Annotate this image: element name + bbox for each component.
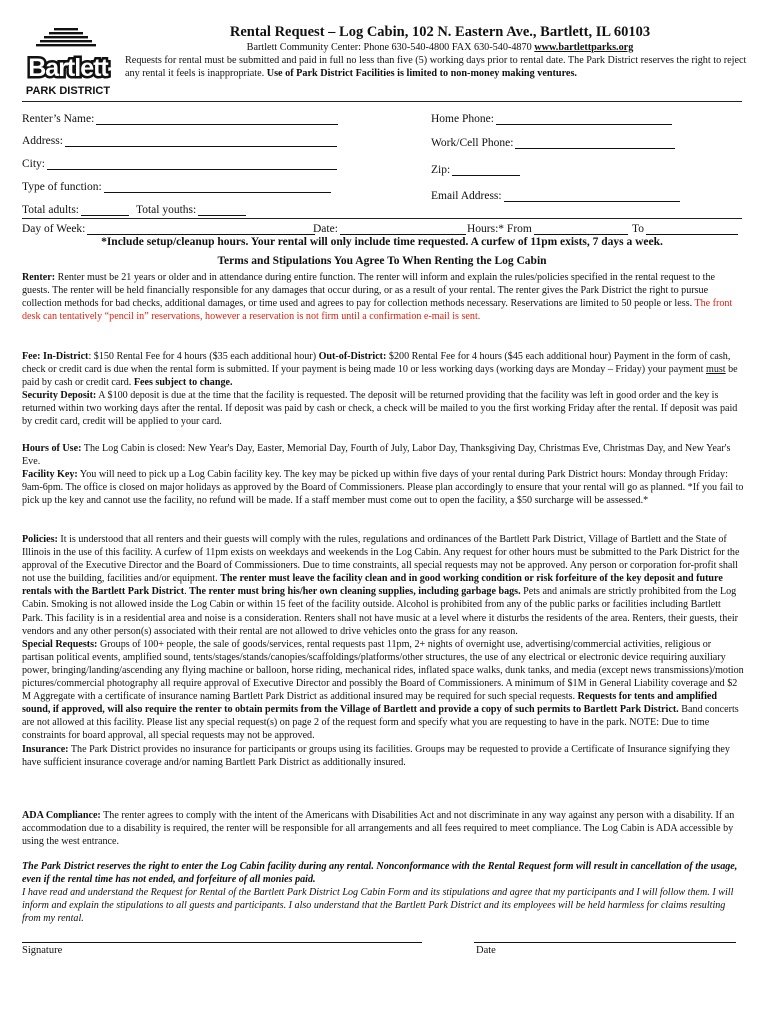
- svg-text:Bartlett: Bartlett: [28, 54, 108, 82]
- security-deposit-section: Security Deposit: A $100 deposit is due at the time that the facility is requested. The deposit will be returned providing that the facility was left in good order and the key is returned within two working days after the rental. If deposit was paid by cash or check, a check will be mailed to you the first working Friday after the rental. If deposit was paid by credit card, credit will be applied to your card.: [22, 390, 738, 428]
- date-field[interactable]: Date:: [313, 221, 466, 235]
- work-phone-field[interactable]: Work/Cell Phone:: [431, 135, 675, 149]
- signature-label: Signature: [22, 945, 63, 956]
- day-of-week-field[interactable]: Day of Week:: [22, 221, 315, 235]
- pencil-in-warning: The front desk can tentatively “pencil in” reservations, however a reservation is not firm until a confirmation e-mail is sent.: [22, 298, 733, 323]
- svg-text:PARK DISTRICT: PARK DISTRICT: [25, 85, 111, 97]
- function-type-field[interactable]: Type of function:: [22, 179, 331, 193]
- zip-field[interactable]: Zip:: [431, 162, 520, 176]
- total-youths-field[interactable]: Total youths:: [136, 202, 246, 216]
- terms-heading: Terms and Stipulations You Agree To When Renting the Log Cabin: [217, 255, 547, 267]
- hours-section: Hours of Use: The Log Cabin is closed: New Year's Day, Easter, Memorial Day, Fourth of July, Labor Day, Thanksgiving Day, Christmas Eve, Christmas Day, and New Year's Eve. Facility Key: You will need to pick up a Log Cabin facility key. The key may be picked up within five days of your rental during Park District hours: Monday through Friday: 9am-6pm. The office is closed on major holidays as approved by the Board of Commissioners. Please plan accordingly to ensure that your rental will go as planned. *If you fail to pick up the key and cannot use the facility, no refund will be made. If a staff member must come out to open the facility, a $50 surcharge will be assessed.*: [22, 443, 744, 507]
- signature-line[interactable]: [22, 942, 422, 943]
- insurance-section: Insurance: The Park District provides no insurance for participants or groups using its facilities. Groups may be requested to provide a Certificate of Insurance signifying they have sufficient insurance coverage and/or naming Bartlett Park District as additionally insured.: [22, 743, 730, 768]
- fields-divider: [22, 218, 742, 219]
- policies-section: Policies: It is understood that all renters and their guests will comply with the rules, regulations and ordinances of the Bartlett Park District, Village of Bartlett and the State of Illinois in the use of this facility. A curfew of 11pm exists on weekdays and weekends in the Log Cabin. Any request for other hours must be submitted to the Park District for the approval of the Executive Director and the Board of Commissioners. Due to time constraints, all special requests may not be approved. Any person or corporation for-profit shall not use the building, facilities and/or equipment. The renter must leave the facility clean and in good working condition or risk forfeiture of the key deposit and future rentals with the Bartlett Park District. The renter must bring his/her own cleaning supplies, including garbage bags. Pets and animals are strictly prohibited from the Log Cabin. Smoking is not allowed inside the Log Cabin or within 15 feet of the facility outside. Alcohol is prohibited from any of the public parks or facilities including Bartlett Park. This facility is in a residential area and noise is a consideration. Renters shall not have music at a level where it disturbs the residents of the area. Renters, their guests, their vendors and any other person(s) associated with their rental are not allowed to drive vehicles onto the grass for any reason. Special Requests: Groups of 100+ people, the sale of goods/services, rental requests past 11pm, 2+ nights of overnight use, advertising/commercial activities, religious or partisan political events, amplified sound, tents/stages/stands/canopies/scaffoldings/platforms/other structures, the use of any electrical or electronic device requiring auxiliary power, bringing/landing/ascending any flying machine or balloon, horse riding, mechanical rides, inflated space walks, dunk tanks, and media (except news transmissions)/motion pictures/commercial photography all require approval of Executive Director and possibly the Board of Commissioners. A minimum of $1M in General Liability coverage and $2 M Aggregate with a certificate of insurance naming Bartlett Park District as additional insured may be required for such special requests. Requests for tents and amplified sound, if approved, will also require the renter to obtain permits from the Village of Bartlett and provide a copy of such permits to Bartlett Park District. Band concerts are not allowed at this facility. Please list any special request(s) on page 2 of the request form and specify what you are requesting to have in the park. NOTE: Due to time constraints for board approval, all special requests may not be approved. Insurance: The Park District provides no insurance for participants or groups using its facilities. Groups may be requested to provide a Certificate of Insurance signifying they have sufficient insurance coverage and/or naming Bartlett Park District as additionally insured.: [22, 534, 744, 768]
- header-divider: [22, 101, 742, 102]
- city-field[interactable]: City:: [22, 156, 337, 170]
- contact-info: Bartlett Community Center: Phone 630-540-4800 FAX 630-540-4870 www.bartlettparks.org: [246, 42, 634, 53]
- date-label: Date: [476, 945, 496, 956]
- form-title: Rental Request – Log Cabin, 102 N. Eastern Ave., Bartlett, IL 60103: [229, 24, 651, 40]
- facility-key-section: Facility Key: You will need to pick up a Log Cabin facility key. The key may be picked up within five days of your rental during Park District hours: Monday through Friday: 9am-6pm. The office is closed on major holidays as approved by the Board of Commissioners. Please plan accordingly to ensure that your rental will go as planned. *If you fail to pick up the key and cannot use the facility, no refund will be made. If a staff member must come out to open the facility, a $50 surcharge will be assessed.*: [22, 469, 744, 507]
- email-field[interactable]: Email Address:: [431, 188, 680, 202]
- renter-name-field[interactable]: Renter’s Name:: [22, 111, 338, 125]
- agreement-section: The Park District reserves the right to enter the Log Cabin facility during any rental. Nonconformance with the Rental Request form will result in cancellation of the usage, even if the rental time has not ended, and forfeiture of all monies paid. I have read and understand the Request for Rental of the Bartlett Park District Log Cabin Form and its stipulations and agree that my participants and I will follow them. I will inform and explain the stipulations to all guests and participants. I also understand that the Bartlett Park District and its employees will be held harmless for claims resulting from my rental.: [22, 861, 738, 925]
- hours-to-field[interactable]: To: [632, 221, 738, 235]
- address-field[interactable]: Address:: [22, 133, 337, 147]
- rental-notice: Requests for rental must be submitted and paid in full no less than five (5) working days prior to rental date. The Park District reserves the right to reject any rental it feels is inappropriate. Use of Park District Facilities is limited to non-money making ventures.: [125, 55, 747, 79]
- hours-from-field[interactable]: Hours:* From: [467, 221, 628, 235]
- special-requests-section: Special Requests: Groups of 100+ people, the sale of goods/services, rental requests past 11pm, 2+ nights of overnight use, advertising/commercial activities, religious or partisan political events, amplified sound, tents/stages/stands/canopies/scaffoldings/platforms/other structures, the use of any electrical or electronic device requiring auxiliary power, bringing/landing/ascending any flying machine or balloon, horse riding, mechanical rides, inflated space walks, dunk tanks, and media (except news transmissions)/motion pictures/commercial photography all require approval of Executive Director and possibly the Board of Commissioners. A minimum of $1M in General Liability coverage and $2 M Aggregate with a certificate of insurance naming Bartlett Park District as additional insured may be required for such special requests. Requests for tents and amplified sound, if approved, will also require the renter to obtain permits from the Village of Bartlett and provide a copy of such permits to Bartlett Park District. Band concerts are not allowed at this facility. Please list any special request(s) on page 2 of the request form and specify what you are requesting to have in the park. NOTE: Due to time constraints for board approval, all special requests may not be approved.: [22, 638, 744, 742]
- website-link[interactable]: www.bartlettparks.org: [534, 42, 634, 53]
- ada-section: ADA Compliance: The renter agrees to comply with the intent of the Americans with Disabilities Act and not discriminate in any way against any person with a disability. If an accommodation due to a disability is required, the renter will be responsible for all arrangements and all fees required to meet compliance. The Log Cabin is ADA accessible by using the west entrance.: [22, 810, 735, 848]
- bartlett-park-district-logo: [22, 26, 114, 98]
- fee-section: Fee: In-District: $150 Rental Fee for 4 hours ($35 each additional hour) Out-of-District: $200 Rental Fee for 4 hours ($45 each additional hour) Payment in the form of cash, check or credit card is due when the rental form is submitted. If your payment is being made 10 or less working days (working days are Monday – Friday) your payment must be paid by cash or credit card. Fees subject to change. Security Deposit: A $100 deposit is due at the time that the facility is requested. The deposit will be returned providing that the facility was left in good order and the key is returned within two working days after the rental. If deposit was paid by cash or check, a check will be mailed to you the first working Friday after the rental. If deposit was paid by credit card, credit will be applied to your card.: [22, 350, 744, 429]
- date-line[interactable]: [474, 942, 736, 943]
- home-phone-field[interactable]: Home Phone:: [431, 111, 672, 125]
- total-adults-field[interactable]: Total adults:: [22, 202, 129, 216]
- renter-section: Renter: Renter must be 21 years or older and in attendance during entire function. The renter will inform and explain the rules/policies specified in the rental request to the guests. The renter will be held financially responsible for any damages that occur during, or as a result of your rental. The renter gives the Park District the right to pursue collection methods for bad checks, additional damages, or time used and agrees to pay for collection methods necessary. Reservations are limited to 50 people or less. The front desk can tentatively “pencil in” reservations, however a reservation is not firm until a confirmation e-mail is sent.: [22, 272, 733, 323]
- setup-cleanup-note: *Include setup/cleanup hours. Your rental will only include time requested. A curfew of 11pm exists, 7 days a week.: [101, 236, 663, 248]
